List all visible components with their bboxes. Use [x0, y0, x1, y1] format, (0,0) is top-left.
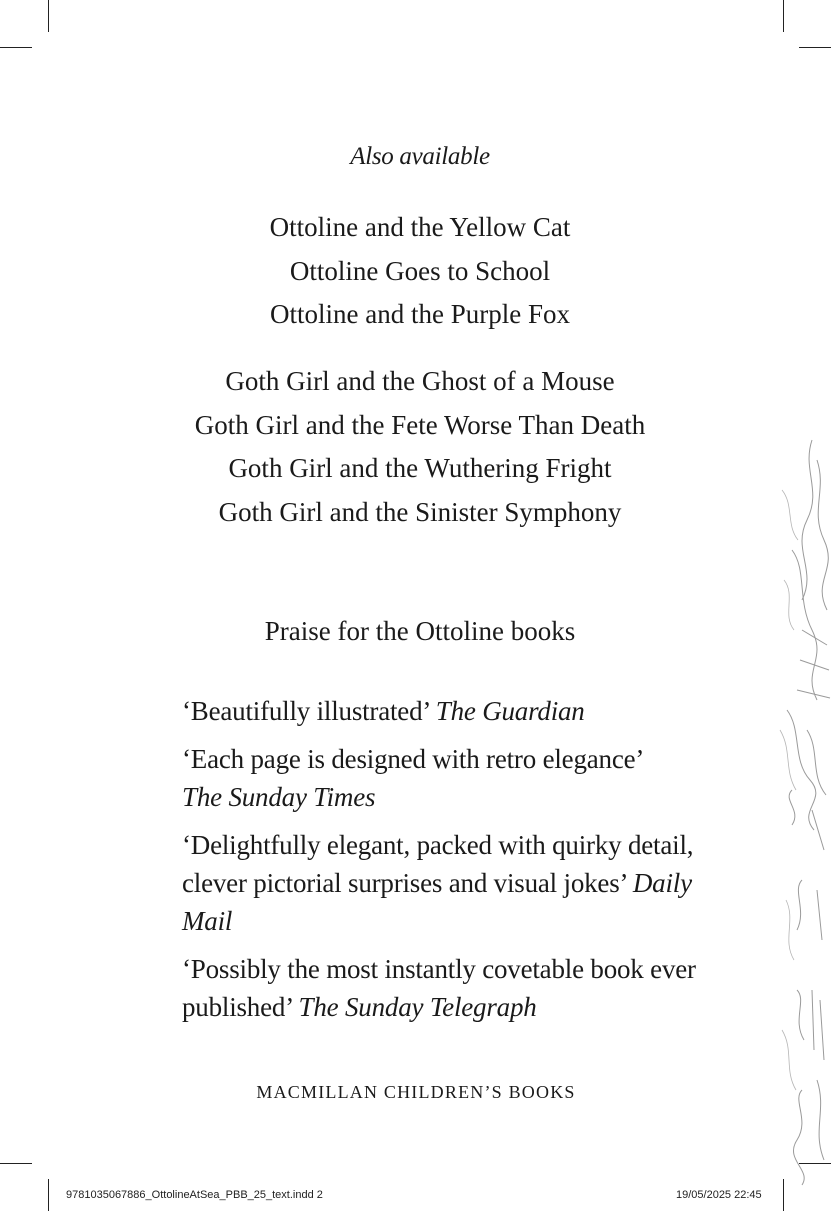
list-item: Ottoline and the Purple Fox	[270, 299, 570, 330]
praise-quote	[182, 740, 702, 816]
quote-text: ‘Each page is designed with retro elegance’	[182, 744, 645, 774]
list-item: Goth Girl and the Fete Worse Than Death	[194, 409, 646, 440]
list-item: Ottoline Goes to School	[289, 255, 551, 286]
publisher-imprint: MACMILLAN CHILDREN’S BOOKS	[256, 1082, 576, 1102]
list-item: Goth Girl and the Ghost of a Mouse	[225, 366, 615, 396]
crop-mark-top-right-h	[799, 47, 831, 48]
ottoline-title-list	[0, 206, 831, 337]
quote-text: ‘Delightfully elegant, packed with quirky detail, clever pictorial surprises and visual jokes’	[182, 830, 694, 898]
quote-source: The Guardian	[435, 696, 585, 726]
crop-mark-bottom-left	[48, 1179, 49, 1211]
praise-quote	[182, 826, 702, 940]
quote-text: ‘Beautifully illustrated’	[182, 696, 430, 726]
slug-date: 19/05/2025 22:45	[676, 1189, 762, 1201]
praise-quotes	[182, 692, 702, 1036]
also-available-heading: Also available	[350, 143, 490, 170]
list-item: Goth Girl and the Sinister Symphony	[218, 496, 622, 527]
goth-girl-title-list	[0, 360, 831, 534]
slug-file-name: 9781035067886_OttolineAtSea_PBB_25_text.indd 2	[66, 1189, 323, 1201]
praise-quote	[182, 692, 702, 730]
quote-source: The Sunday Telegraph	[298, 992, 537, 1022]
crop-mark-top-right	[783, 0, 784, 32]
quote-text: ‘Possibly the most instantly covetable book ever published’	[182, 954, 696, 1022]
edge-illustration	[772, 430, 831, 1190]
quote-source: Daily Mail	[182, 868, 692, 936]
crop-mark-top-left	[48, 0, 49, 32]
crop-mark-top-left-h	[0, 47, 32, 48]
list-item: Goth Girl and the Wuthering Fright	[228, 453, 612, 484]
quote-source: The Sunday Times	[182, 782, 376, 812]
praise-quote	[182, 950, 702, 1026]
list-item: Ottoline and the Yellow Cat	[269, 212, 571, 242]
praise-heading: Praise for the Ottoline books	[264, 616, 576, 646]
crop-mark-bottom-left-h	[0, 1163, 32, 1164]
